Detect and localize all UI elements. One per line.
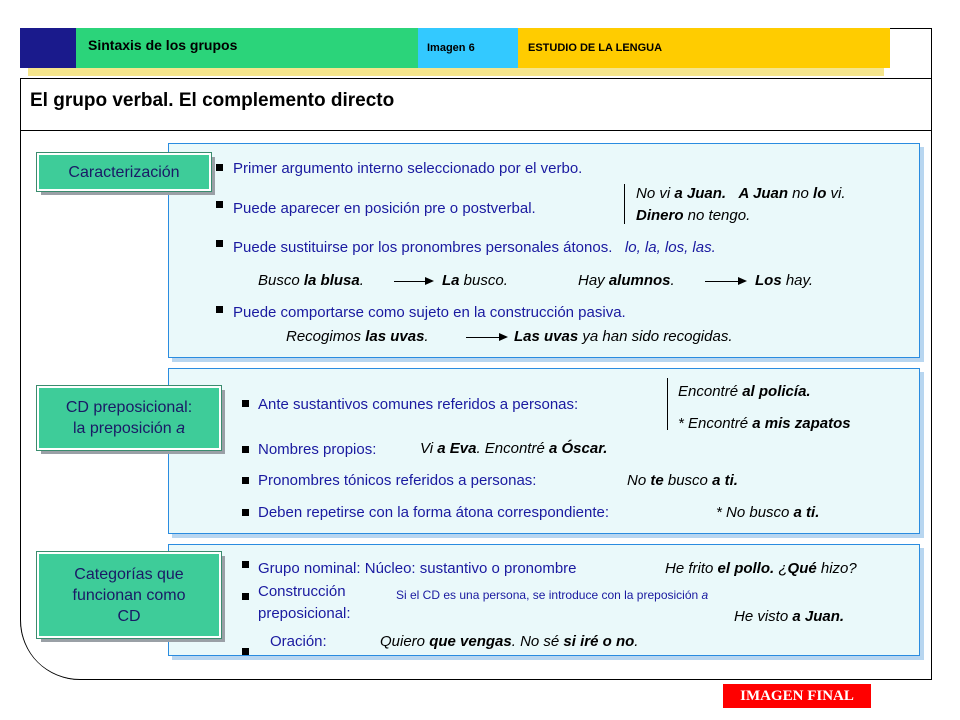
arrow-icon	[394, 281, 432, 282]
bullet-icon	[242, 477, 249, 484]
categorias-line-1: Grupo nominal: Núcleo: sustantivo o pronombre	[258, 560, 577, 577]
example-sustitucion-1: Busco la blusa.	[258, 272, 364, 289]
caracterizacion-line-2: Puede aparecer en posición pre o postverbal.	[233, 200, 536, 217]
example-oracion: Quiero que vengas. No sé si iré o no.	[380, 633, 639, 650]
caracterizacion-line-3: Puede sustituirse por los pronombres personales átonos. lo, la, los, las.	[233, 239, 716, 256]
categorias-line-2b: preposicional:	[258, 605, 351, 622]
example-propios: Vi a Eva. Encontré a Óscar.	[420, 440, 608, 457]
example-repetir: * No busco a ti.	[716, 504, 820, 521]
example-grupo-nominal: He frito el pollo. ¿Qué hizo?	[665, 560, 857, 577]
frame-right-top	[931, 28, 932, 130]
example-pasiva-2: Las uvas ya han sido recogidas.	[514, 328, 733, 345]
example-pasiva-1: Recogimos las uvas.	[286, 328, 429, 345]
categorias-button[interactable]	[37, 552, 221, 638]
cd-prep-line-2: Nombres propios:	[258, 441, 377, 458]
example-bracket	[667, 378, 668, 430]
bullet-icon	[242, 509, 249, 516]
bullet-icon	[216, 164, 223, 171]
categorias-label: Categorías que funcionan como CD	[72, 565, 186, 625]
categorias-note: Si el CD es una persona, se introduce con la preposición a	[396, 588, 709, 602]
header-block-navy	[20, 28, 76, 68]
example-sustitucion-4: Los hay.	[755, 272, 814, 289]
caracterizacion-line-1: Primer argumento interno seleccionado por el verbo.	[233, 160, 583, 177]
example-position-1: No vi a Juan. A Juan no lo vi.	[636, 185, 846, 202]
arrow-icon	[705, 281, 745, 282]
bullet-icon	[242, 400, 249, 407]
header-divider	[20, 78, 932, 79]
bullet-icon	[216, 201, 223, 208]
example-preposicional: He visto a Juan.	[734, 608, 845, 625]
example-sustitucion-2: La busco.	[442, 272, 508, 289]
header-image-label: Imagen 6	[427, 42, 475, 54]
example-bracket	[624, 184, 625, 224]
bullet-icon	[242, 648, 249, 655]
example-position-2: Dinero no tengo.	[636, 207, 751, 224]
cd-prep-line-4: Deben repetirse con la forma átona correspondiente:	[258, 504, 610, 521]
categorias-line-2a: Construcción	[258, 583, 346, 600]
bullet-icon	[216, 306, 223, 313]
caracterizacion-line-4: Puede comportarse como sujeto en la construcción pasiva.	[233, 304, 626, 321]
cd-preposicional-label: CD preposicional: la preposición a	[65, 399, 193, 437]
bullet-icon	[242, 561, 249, 568]
header-section-title: Sintaxis de los grupos	[88, 37, 238, 53]
bullet-icon	[242, 593, 249, 600]
example-tonicos: No te busco a ti.	[627, 472, 738, 489]
caracterizacion-label: Caracterización	[68, 163, 180, 181]
page-title: El grupo verbal. El complemento directo	[30, 90, 395, 111]
header-subject: ESTUDIO DE LA LENGUA	[528, 42, 663, 54]
caracterizacion-button[interactable]	[37, 153, 211, 191]
arrow-icon	[466, 337, 506, 338]
categorias-line-3: Oración:	[270, 633, 327, 650]
cd-prep-line-1: Ante sustantivos comunes referidos a personas:	[258, 396, 579, 413]
title-left-line	[20, 78, 21, 138]
cd-preposicional-button[interactable]	[37, 386, 221, 450]
example-personas-2: * Encontré a mis zapatos	[678, 415, 851, 432]
bullet-icon	[242, 446, 249, 453]
bullet-icon	[216, 240, 223, 247]
imagen-final-button[interactable]: IMAGEN FINAL	[723, 684, 871, 708]
example-sustitucion-3: Hay alumnos.	[578, 272, 675, 289]
cd-prep-line-3: Pronombres tónicos referidos a personas:	[258, 472, 537, 489]
example-personas-1: Encontré al policía.	[678, 383, 811, 400]
